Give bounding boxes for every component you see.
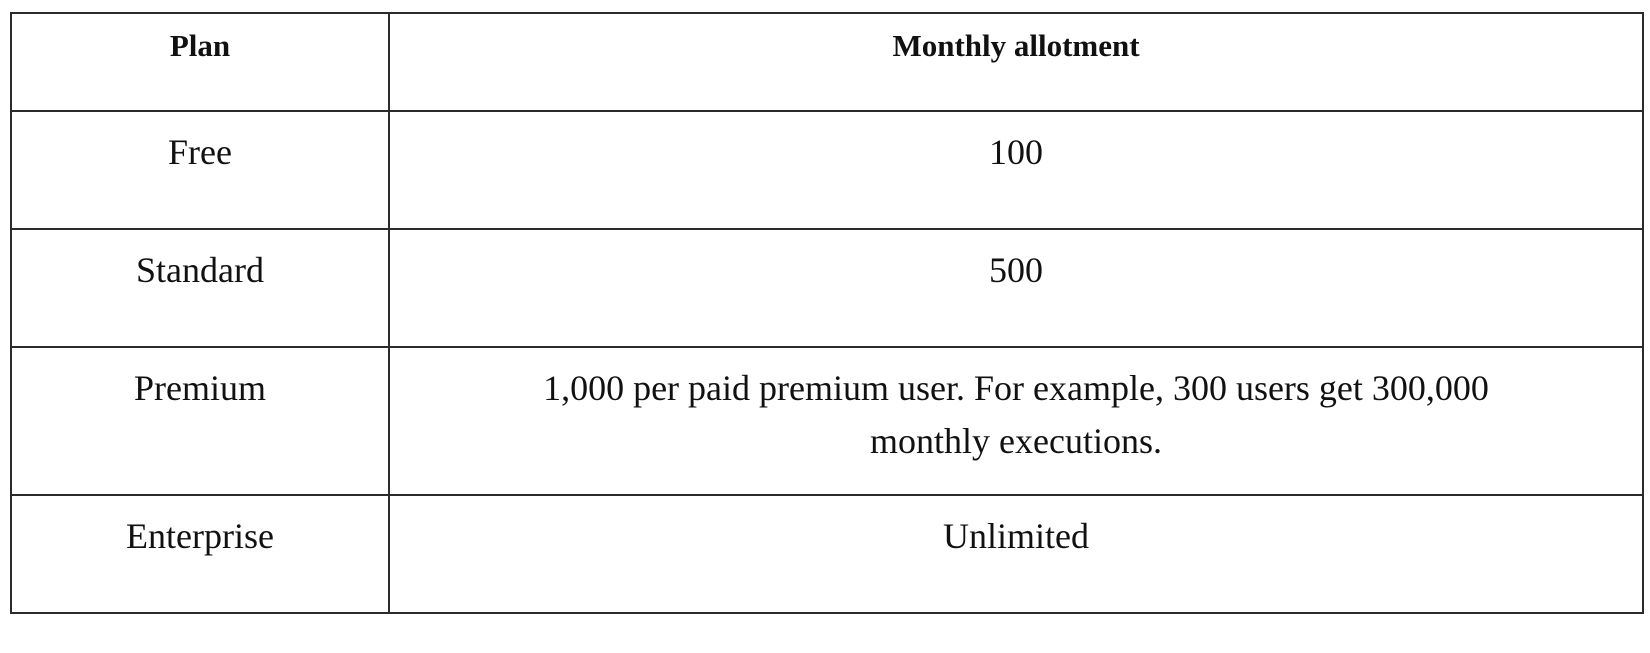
cell-plan: Premium xyxy=(11,347,389,495)
table-header-row xyxy=(11,13,1643,111)
cell-plan: Enterprise xyxy=(11,495,389,613)
cell-allotment: 100 xyxy=(389,111,1643,229)
plan-allotment-table-container xyxy=(10,12,1642,614)
cell-plan: Free xyxy=(11,111,389,229)
header-plan: Plan xyxy=(11,13,389,111)
header-monthly-allotment: Monthly allotment xyxy=(389,13,1643,111)
cell-allotment: 1,000 per paid premium user. For example, 300 users get 300,000 monthly executions. xyxy=(543,368,1489,461)
cell-allotment-container xyxy=(389,347,1643,495)
cell-allotment: Unlimited xyxy=(389,495,1643,613)
cell-allotment: 500 xyxy=(389,229,1643,347)
plan-allotment-table xyxy=(10,12,1644,614)
cell-plan: Standard xyxy=(11,229,389,347)
table-row xyxy=(11,229,1643,347)
table-row xyxy=(11,111,1643,229)
table-row xyxy=(11,347,1643,495)
table-row xyxy=(11,495,1643,613)
